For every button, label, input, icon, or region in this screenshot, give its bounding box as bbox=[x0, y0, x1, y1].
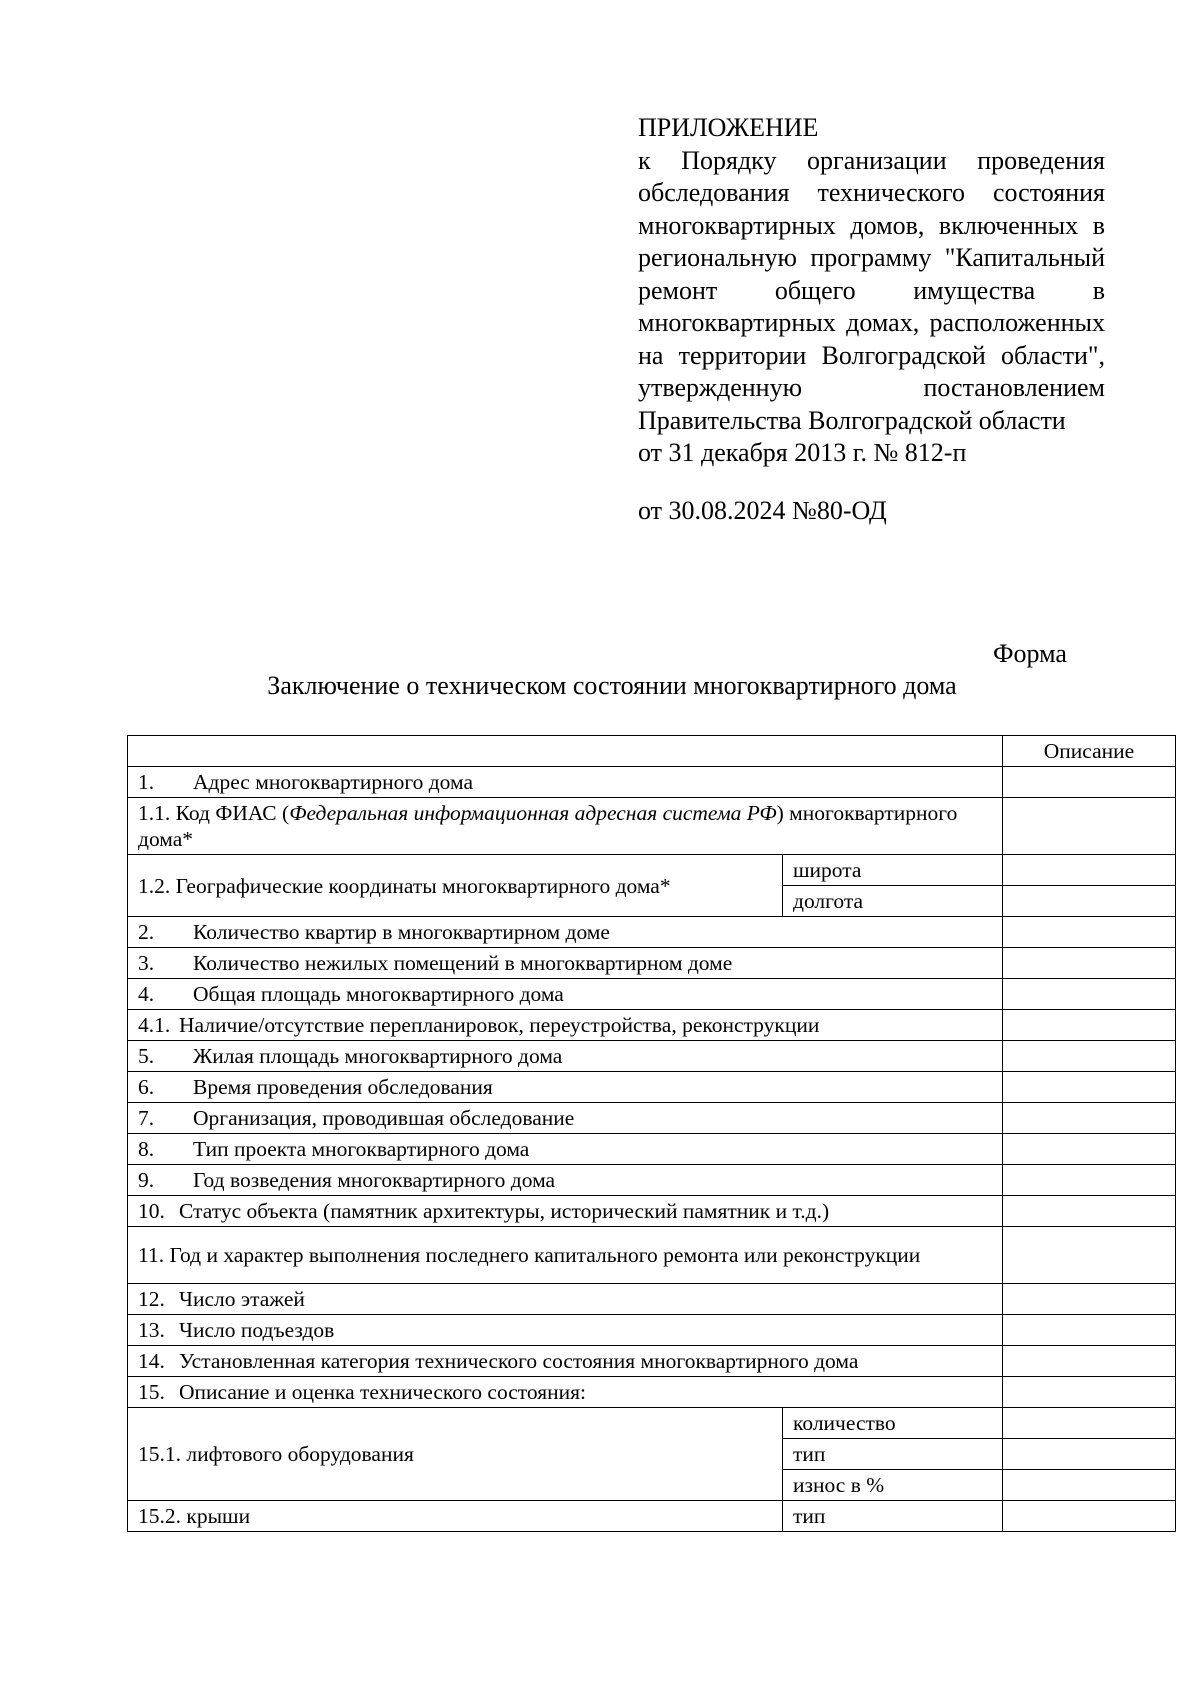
row-text: Количество квартир в многоквартирном доме bbox=[193, 920, 610, 944]
row-label bbox=[128, 1010, 1003, 1041]
table-row bbox=[128, 798, 1176, 855]
document-title: Заключение о техническом состоянии многоквартирного дома bbox=[267, 671, 957, 700]
annex-body: к Порядку организации проведения обследования технического состояния многоквартирных домов, включенных в региональную программу "Капитальный ремонт общего имущества в многоквартирных домах, расположенных на территории Волгоградской области", утвержденную постановлением Правительства Волгоградской области bbox=[638, 145, 1105, 435]
table-row bbox=[128, 1284, 1176, 1315]
row-number: 4.1. bbox=[138, 1013, 171, 1037]
description-field[interactable] bbox=[1003, 1470, 1176, 1501]
row-number: 13. bbox=[138, 1318, 165, 1342]
row-label bbox=[128, 979, 1003, 1010]
description-field[interactable] bbox=[1003, 1072, 1176, 1103]
description-field[interactable] bbox=[1003, 798, 1176, 855]
description-field[interactable] bbox=[1003, 1408, 1176, 1439]
row-text: Количество нежилых помещений в многоквартирном доме bbox=[193, 951, 733, 975]
table-row bbox=[128, 767, 1176, 798]
header-description: Описание bbox=[1003, 736, 1176, 767]
row-label bbox=[128, 1196, 1003, 1227]
row-text: Год и характер выполнения последнего капитального ремонта или реконструкции bbox=[169, 1243, 921, 1267]
row-text-prefix: 1.1. Код ФИАС ( bbox=[138, 801, 290, 825]
table-row bbox=[128, 1041, 1176, 1072]
row-label bbox=[128, 1377, 1003, 1408]
row-number: 10. bbox=[138, 1199, 165, 1223]
annex-title: ПРИЛОЖЕНИЕ bbox=[638, 113, 819, 142]
row-text: Общая площадь многоквартирного дома bbox=[193, 982, 564, 1006]
row-text: Установленная категория технического состояния многоквартирного дома bbox=[179, 1349, 859, 1373]
description-field[interactable] bbox=[1003, 1196, 1176, 1227]
row-number: 11. bbox=[138, 1243, 165, 1267]
table-row bbox=[128, 1227, 1176, 1284]
row-text-suffix: ) многоквартирного дома* bbox=[138, 801, 958, 851]
row-text-italic: Федеральная информационная адресная система РФ bbox=[289, 801, 777, 825]
description-field[interactable] bbox=[1003, 1439, 1176, 1470]
row-number: 15. bbox=[138, 1380, 165, 1404]
description-field[interactable] bbox=[1003, 855, 1176, 886]
row-label bbox=[128, 1315, 1003, 1346]
row-number: 9. bbox=[138, 1168, 155, 1192]
row-label bbox=[128, 1284, 1003, 1315]
row-number: 4. bbox=[138, 982, 155, 1006]
description-field[interactable] bbox=[1003, 1227, 1176, 1284]
row-text: Жилая площадь многоквартирного дома bbox=[193, 1044, 563, 1068]
row-text: Тип проекта многоквартирного дома bbox=[193, 1137, 530, 1161]
description-field[interactable] bbox=[1003, 1346, 1176, 1377]
table-row bbox=[128, 979, 1176, 1010]
row-label bbox=[128, 1041, 1003, 1072]
row-label bbox=[128, 1072, 1003, 1103]
table-row bbox=[128, 1196, 1176, 1227]
table-header-row bbox=[128, 736, 1176, 767]
table-row bbox=[128, 1165, 1176, 1196]
row-label: 1.2. Географические координаты многоквартирного дома* bbox=[128, 855, 783, 917]
row-text: Число подъездов bbox=[179, 1318, 335, 1342]
row-number: 5. bbox=[138, 1044, 155, 1068]
description-field[interactable] bbox=[1003, 1134, 1176, 1165]
sub-label: износ в % bbox=[783, 1470, 1003, 1501]
sub-label: долгота bbox=[783, 886, 1003, 917]
sub-label: количество bbox=[783, 1408, 1003, 1439]
row-number: 12. bbox=[138, 1287, 165, 1311]
description-field[interactable] bbox=[1003, 1041, 1176, 1072]
row-label: 15.2. крыши bbox=[128, 1501, 783, 1532]
row-label bbox=[128, 1165, 1003, 1196]
description-field[interactable] bbox=[1003, 948, 1176, 979]
description-field[interactable] bbox=[1003, 1165, 1176, 1196]
row-text: Организация, проводившая обследование bbox=[193, 1106, 575, 1130]
row-number: 2. bbox=[138, 920, 155, 944]
row-number: 7. bbox=[138, 1106, 155, 1130]
sub-label: широта bbox=[783, 855, 1003, 886]
sub-label: тип bbox=[783, 1501, 1003, 1532]
annex-decree-date: от 31 декабря 2013 г. № 812-п bbox=[638, 438, 967, 467]
row-label bbox=[128, 798, 1003, 855]
row-text: Время проведения обследования bbox=[193, 1075, 493, 1099]
row-number: 14. bbox=[138, 1349, 165, 1373]
description-field[interactable] bbox=[1003, 886, 1176, 917]
row-label bbox=[128, 1346, 1003, 1377]
table-row bbox=[128, 1501, 1176, 1532]
row-label: 15.1. лифтового оборудования bbox=[128, 1408, 783, 1501]
table-row bbox=[128, 1072, 1176, 1103]
row-text: Год возведения многоквартирного дома bbox=[193, 1168, 556, 1192]
table-row bbox=[128, 1134, 1176, 1165]
row-text: Число этажей bbox=[179, 1287, 305, 1311]
table-row bbox=[128, 917, 1176, 948]
row-text: Описание и оценка технического состояния: bbox=[179, 1380, 586, 1404]
table-row bbox=[128, 1103, 1176, 1134]
inspection-form-table bbox=[127, 735, 1176, 1532]
table-row bbox=[128, 1408, 1176, 1439]
description-field[interactable] bbox=[1003, 979, 1176, 1010]
form-label: Форма bbox=[993, 639, 1067, 668]
table-row bbox=[128, 948, 1176, 979]
row-number: 8. bbox=[138, 1137, 155, 1161]
table-row bbox=[128, 1346, 1176, 1377]
row-number: 1. bbox=[138, 770, 155, 794]
description-field[interactable] bbox=[1003, 1501, 1176, 1532]
table-row bbox=[128, 855, 1176, 886]
annex-order-number: от 30.08.2024 №80-ОД bbox=[638, 495, 887, 525]
description-field[interactable] bbox=[1003, 1103, 1176, 1134]
description-field[interactable] bbox=[1003, 1284, 1176, 1315]
row-label bbox=[128, 948, 1003, 979]
header-empty-cell bbox=[128, 736, 1003, 767]
row-label bbox=[128, 1134, 1003, 1165]
annex-block bbox=[638, 112, 1105, 527]
row-number: 6. bbox=[138, 1075, 155, 1099]
sub-label: тип bbox=[783, 1439, 1003, 1470]
row-number: 3. bbox=[138, 951, 155, 975]
row-text: Статус объекта (памятник архитектуры, исторический памятник и т.д.) bbox=[179, 1199, 830, 1223]
description-field[interactable] bbox=[1003, 1377, 1176, 1408]
table-row bbox=[128, 1010, 1176, 1041]
row-text: Адрес многоквартирного дома bbox=[193, 770, 474, 794]
description-field[interactable] bbox=[1003, 917, 1176, 948]
table-row bbox=[128, 1377, 1176, 1408]
row-label bbox=[128, 1227, 1003, 1284]
description-field[interactable] bbox=[1003, 767, 1176, 798]
description-field[interactable] bbox=[1003, 1010, 1176, 1041]
table-row bbox=[128, 1315, 1176, 1346]
description-field[interactable] bbox=[1003, 1315, 1176, 1346]
row-text: Наличие/отсутствие перепланировок, переустройства, реконструкции bbox=[179, 1013, 820, 1037]
row-label bbox=[128, 1103, 1003, 1134]
row-label bbox=[128, 917, 1003, 948]
row-label bbox=[128, 767, 1003, 798]
